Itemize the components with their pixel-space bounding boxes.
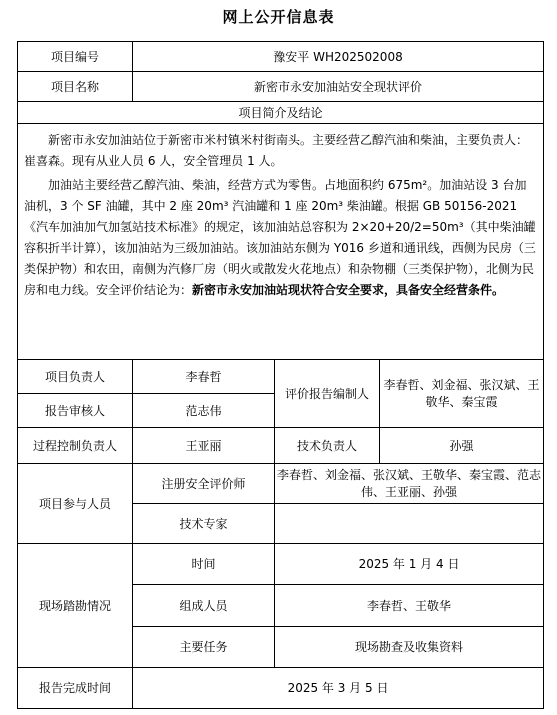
survey-task-value: 现场勘查及收集资料	[275, 627, 544, 668]
evaluators-value: 李春哲、刘金福、张汉斌、王敬华、秦宝霞、范志伟、王亚丽、孙强	[275, 464, 544, 504]
row-project-number	[18, 42, 544, 72]
intro-paragraph-2	[24, 175, 537, 301]
project-number-value: 豫安平 WH202502008	[133, 42, 544, 72]
row-project-name	[18, 72, 544, 102]
intro-heading: 项目简介及结论	[18, 102, 544, 124]
project-name-value: 新密市永安加油站安全现状评价	[133, 72, 544, 102]
intro-body	[18, 124, 544, 360]
participants-label: 项目参与人员	[18, 464, 133, 544]
completion-label: 报告完成时间	[18, 668, 133, 709]
survey-time-value: 2025 年 1 月 4 日	[275, 544, 544, 585]
leader-label: 项目负责人	[18, 360, 133, 394]
leader-value: 李春哲	[133, 360, 275, 394]
info-table	[17, 41, 544, 709]
row-survey-time	[18, 544, 544, 585]
row-process	[18, 428, 544, 464]
survey-label: 现场踏勘情况	[18, 544, 133, 668]
project-number-label: 项目编号	[18, 42, 133, 72]
process-label: 过程控制负责人	[18, 428, 133, 464]
project-name-label: 项目名称	[18, 72, 133, 102]
intro-paragraph-2-text: 加油站主要经营乙醇汽油、柴油，经营方式为零售。占地面积约 675m²。加油站设 3 台加油机，3 个 SF 油罐，其中 2 座 20m³ 汽油罐和 1 座 20m³ 柴油罐。根据 GB 50156-2021《汽车加油加气加氢站技术标准》的规定，该加油站总容积为 2×20+20/2=50m³（其中柴油罐容积折半计算），该加油站为三级加油站。该加油站东侧为 Y016 乡道和通讯线，西侧为民房（三类保护物）和农田，南侧为汽修厂房（明火或散发火花地点）和杂物棚（三类保护物），北侧为民房和电力线。安全评价结论为：	[24, 178, 536, 297]
survey-members-value: 李春哲、王敬华	[275, 585, 544, 627]
intro-paragraph-1: 新密市永安加油站位于新密市米村镇米村街南头。主要经营乙醇汽油和柴油，主要负责人：崔喜森。现有从业人员 6 人，安全管理员 1 人。	[24, 133, 529, 168]
experts-value	[275, 504, 544, 544]
writer-value: 李春哲、刘金福、张汉斌、王敬华、秦宝霞	[380, 360, 544, 428]
reviewer-label: 报告审核人	[18, 394, 133, 428]
row-leader	[18, 360, 544, 394]
writer-label: 评价报告编制人	[275, 360, 380, 428]
completion-value: 2025 年 3 月 5 日	[133, 668, 544, 709]
evaluators-label: 注册安全评价师	[133, 464, 275, 504]
row-evaluators	[18, 464, 544, 504]
survey-members-label: 组成人员	[133, 585, 275, 627]
row-completion	[18, 668, 544, 709]
row-intro-body	[18, 124, 544, 360]
row-intro-heading	[18, 102, 544, 124]
process-value: 王亚丽	[133, 428, 275, 464]
reviewer-value: 范志伟	[133, 394, 275, 428]
page-title: 网上公开信息表	[222, 8, 335, 26]
conclusion-text: 新密市永安加油站现状符合安全要求，具备安全经营条件。	[192, 283, 505, 297]
experts-label: 技术专家	[133, 504, 275, 544]
survey-time-label: 时间	[133, 544, 275, 585]
tech-label: 技术负责人	[275, 428, 380, 464]
tech-value: 孙强	[380, 428, 544, 464]
survey-task-label: 主要任务	[133, 627, 275, 668]
